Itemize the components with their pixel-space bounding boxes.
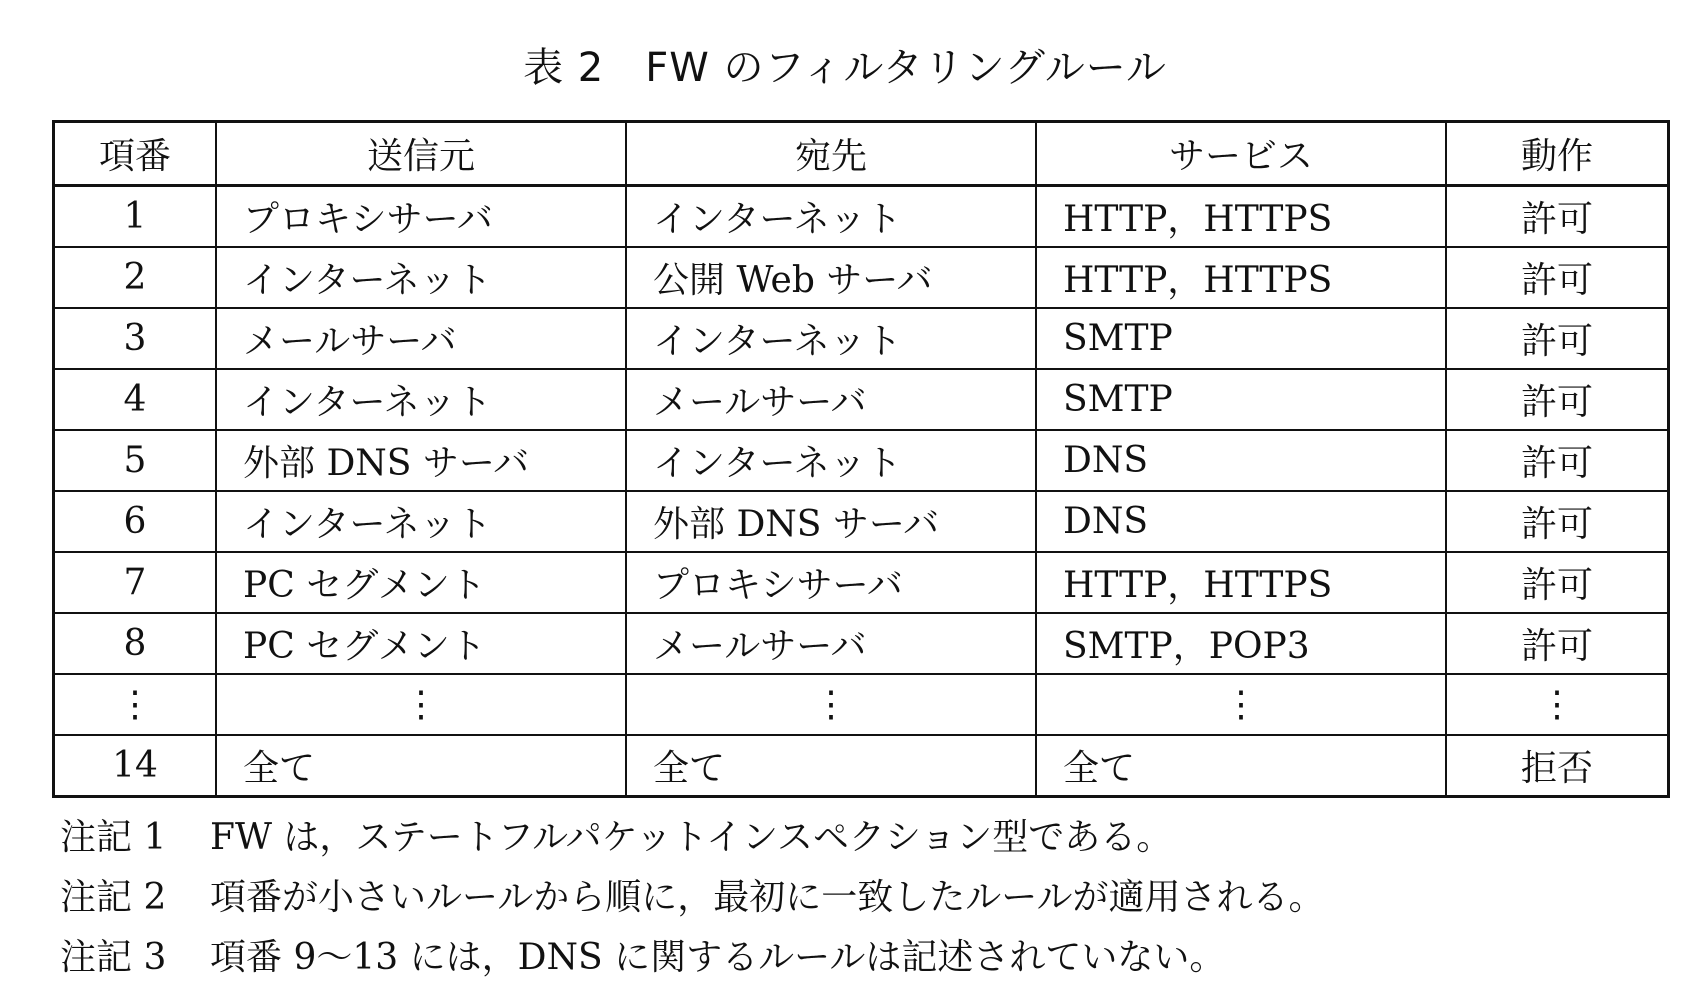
note-text: FW は，ステートフルパケットインスペクション型である。 — [210, 817, 1173, 858]
table-row — [54, 247, 1669, 308]
cell-source: インターネット — [216, 247, 626, 308]
cell-item-number: 2 — [54, 247, 217, 308]
cell-destination: メールサーバ — [626, 613, 1036, 674]
header-service: サービス — [1036, 122, 1446, 186]
table-caption: 表 2 FW のフィルタリングルール — [523, 45, 1167, 91]
cell-action: 許可 — [1446, 491, 1669, 552]
cell-destination: インターネット — [626, 430, 1036, 491]
table-row — [54, 552, 1669, 613]
header-action: 動作 — [1446, 122, 1669, 186]
cell-ellipsis — [216, 674, 626, 735]
cell-service: SMTP — [1036, 308, 1446, 369]
table-notes — [60, 808, 1660, 988]
table-row — [54, 491, 1669, 552]
cell-destination: メールサーバ — [626, 369, 1036, 430]
cell-service: HTTP，HTTPS — [1036, 247, 1446, 308]
cell-action: 許可 — [1446, 247, 1669, 308]
fw-filtering-rules-table — [52, 120, 1670, 798]
cell-source: メールサーバ — [216, 308, 626, 369]
header-destination: 宛先 — [626, 122, 1036, 186]
cell-action: 許可 — [1446, 613, 1669, 674]
table-header-row — [54, 122, 1669, 186]
cell-item-number: 8 — [54, 613, 217, 674]
cell-ellipsis — [54, 674, 217, 735]
table-row — [54, 308, 1669, 369]
note-label: 注記 2 — [60, 877, 167, 918]
cell-action: 許可 — [1446, 308, 1669, 369]
table-row — [54, 186, 1669, 248]
cell-destination: プロキシサーバ — [626, 552, 1036, 613]
cell-action: 許可 — [1446, 430, 1669, 491]
cell-action: 許可 — [1446, 369, 1669, 430]
cell-action: 拒否 — [1446, 735, 1669, 797]
note-label: 注記 1 — [60, 817, 167, 858]
cell-service: SMTP，POP3 — [1036, 613, 1446, 674]
cell-item-number: 4 — [54, 369, 217, 430]
table-row — [54, 430, 1669, 491]
cell-item-number: 14 — [54, 735, 217, 797]
cell-source: PC セグメント — [216, 613, 626, 674]
note-2 — [60, 868, 1660, 928]
cell-destination: 公開 Web サーバ — [626, 247, 1036, 308]
cell-destination: インターネット — [626, 186, 1036, 248]
note-text: 項番が小さいルールから順に，最初に一致したルールが適用される。 — [210, 877, 1325, 918]
header-item-number: 項番 — [54, 122, 217, 186]
note-1 — [60, 808, 1660, 868]
note-text: 項番 9〜13 には，DNS に関するルールは記述されていない。 — [210, 937, 1226, 978]
table-row-ellipsis — [54, 674, 1669, 735]
cell-action: 許可 — [1446, 552, 1669, 613]
cell-service: 全て — [1036, 735, 1446, 797]
cell-item-number: 7 — [54, 552, 217, 613]
cell-source: 全て — [216, 735, 626, 797]
cell-service: HTTP，HTTPS — [1036, 186, 1446, 248]
vertical-ellipsis: ⋮ — [813, 684, 849, 725]
cell-source: インターネット — [216, 491, 626, 552]
cell-source: プロキシサーバ — [216, 186, 626, 248]
cell-ellipsis — [1446, 674, 1669, 735]
vertical-ellipsis: ⋮ — [403, 684, 439, 725]
cell-service: HTTP，HTTPS — [1036, 552, 1446, 613]
cell-source: 外部 DNS サーバ — [216, 430, 626, 491]
cell-ellipsis — [626, 674, 1036, 735]
table-row — [54, 613, 1669, 674]
vertical-ellipsis: ⋮ — [1539, 684, 1575, 725]
vertical-ellipsis: ⋮ — [117, 684, 153, 725]
cell-item-number: 1 — [54, 186, 217, 248]
cell-item-number: 6 — [54, 491, 217, 552]
cell-destination: 外部 DNS サーバ — [626, 491, 1036, 552]
cell-source: インターネット — [216, 369, 626, 430]
note-label: 注記 3 — [60, 937, 167, 978]
cell-destination: インターネット — [626, 308, 1036, 369]
vertical-ellipsis: ⋮ — [1223, 684, 1259, 725]
cell-service: DNS — [1036, 430, 1446, 491]
cell-destination: 全て — [626, 735, 1036, 797]
cell-action: 許可 — [1446, 186, 1669, 248]
table-row — [54, 735, 1669, 797]
cell-item-number: 5 — [54, 430, 217, 491]
header-source: 送信元 — [216, 122, 626, 186]
cell-ellipsis — [1036, 674, 1446, 735]
cell-service: SMTP — [1036, 369, 1446, 430]
cell-service: DNS — [1036, 491, 1446, 552]
table-row — [54, 369, 1669, 430]
note-3 — [60, 928, 1660, 988]
cell-source: PC セグメント — [216, 552, 626, 613]
cell-item-number: 3 — [54, 308, 217, 369]
